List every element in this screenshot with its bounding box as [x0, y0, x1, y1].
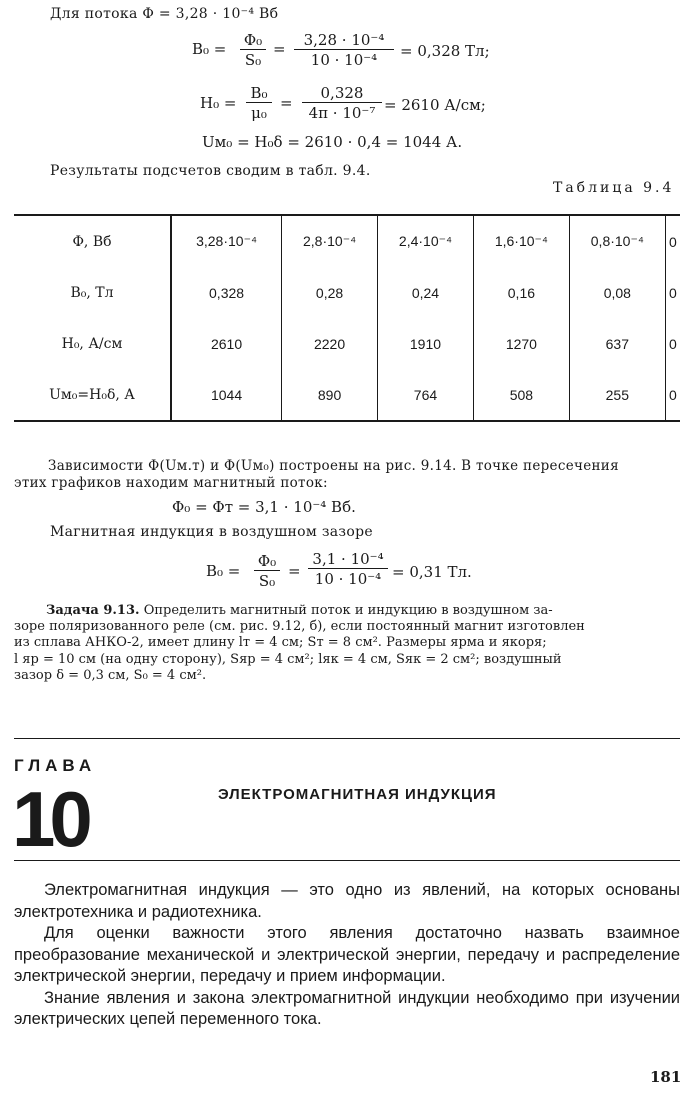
row-header-flux: Φ, Вб	[14, 215, 171, 267]
formula-b0-num1: Φ₀	[240, 31, 266, 50]
induction-result: = 0,31 Тл.	[392, 563, 472, 581]
formula-h0-lhs: H₀ =	[200, 94, 237, 112]
formula-b0-den1: S₀	[244, 51, 262, 69]
induction-num2: 3,1 · 10⁻⁴	[308, 550, 388, 569]
task-line1: Определить магнитный поток и индукцию в воздушном за-	[143, 603, 553, 618]
induction-num1: Φ₀	[254, 552, 280, 571]
dependency-line2: этих графиков находим магнитный поток:	[14, 475, 328, 491]
formula-b0-den2: 10 · 10⁻⁴	[310, 51, 378, 69]
table-cell: 0,16	[473, 267, 569, 318]
table-cell: 0	[668, 284, 677, 301]
body-paragraph-2: Для оценки важности этого явления достаточно назвать взаимное преобразование механической и электрической энергии, передачу и распределение электрической энергии, передачу и прием информации.	[14, 924, 680, 985]
intro-line: Для потока Φ = 3,28 · 10⁻⁴ Вб	[50, 6, 279, 22]
induction-fraction2	[308, 550, 388, 588]
table-cell: 0,8·10⁻⁴	[569, 215, 665, 267]
formula-b0-eq: =	[273, 40, 286, 58]
chapter-top-rule	[14, 738, 680, 739]
row-header-mmf: Uм₀=H₀δ, А	[14, 369, 171, 421]
table-caption: Таблица 9.4	[553, 180, 675, 196]
induction-lhs: B₀ =	[206, 562, 241, 580]
table-cell: 0	[665, 369, 680, 421]
row-header-field-strength: H₀, А/см	[14, 318, 171, 369]
table-cell: 2,8·10⁻⁴	[282, 215, 378, 267]
task-line4: l яр = 10 см (на одну сторону), Sяр = 4 см²; lяк = 4 см, Sяк = 2 см²; воздушный	[14, 652, 562, 667]
table-cell: 255	[569, 369, 665, 421]
formula-b0-result: = 0,328 Тл;	[400, 42, 490, 60]
induction-line: Магнитная индукция в воздушном зазоре	[50, 524, 373, 540]
task-line5: зазор δ = 0,3 см, S₀ = 4 см².	[14, 668, 207, 683]
table-cell: 0,08	[569, 267, 665, 318]
task-line3: из сплава АНКО-2, имеет длину lт = 4 см; Sт = 8 см². Размеры ярма и якоря;	[14, 635, 547, 650]
formula-h0-num2: 0,328	[302, 84, 382, 103]
formula-h0-den1: μ₀	[251, 104, 267, 122]
table-row-mmf	[14, 369, 680, 421]
chapter-word: ГЛАВА	[14, 756, 97, 775]
chapter-title: ЭЛЕКТРОМАГНИТНАЯ ИНДУКЦИЯ	[218, 786, 497, 803]
results-line: Результаты подсчетов сводим в табл. 9.4.	[50, 163, 371, 179]
formula-b0-fraction1	[240, 31, 266, 69]
formula-b0-lhs: B₀ =	[192, 40, 227, 58]
page-number: 181	[650, 1068, 682, 1086]
table-cell: 3,28·10⁻⁴	[171, 215, 282, 267]
table-cell: 0,328	[171, 267, 282, 318]
table-cell: 1270	[473, 318, 569, 369]
task-block	[46, 603, 682, 619]
formula-h0-den2: 4π · 10⁻⁷	[308, 104, 376, 122]
chapter-bottom-rule	[14, 860, 680, 861]
table-cell: 2610	[171, 318, 282, 369]
chapter-body	[14, 880, 680, 1031]
table-cell: 1,6·10⁻⁴	[473, 215, 569, 267]
table-cell: 0	[668, 335, 677, 352]
dependency-formula: Φ₀ = Φт = 3,1 · 10⁻⁴ Вб.	[172, 498, 356, 516]
induction-eq: =	[288, 562, 301, 580]
formula-h0-eq: =	[280, 94, 293, 112]
formula-b0-num2: 3,28 · 10⁻⁴	[294, 31, 394, 50]
table-cell: 0	[665, 215, 680, 267]
induction-den1: S₀	[258, 572, 276, 590]
table-cell: 0,24	[378, 267, 474, 318]
formula-u: Uм₀ = H₀δ = 2610 · 0,4 = 1044 А.	[202, 133, 463, 151]
induction-den2: 10 · 10⁻⁴	[314, 570, 382, 588]
body-paragraph-1: Электромагнитная индукция — это одно из явлений, на которых основаны электротехника и радиотехника.	[14, 881, 680, 921]
task-label: Задача 9.13.	[46, 603, 140, 618]
table-cell: 0,28	[282, 267, 378, 318]
table-cell: 2220	[282, 318, 378, 369]
formula-b0-fraction2	[294, 31, 394, 69]
formula-h0-fraction2	[302, 84, 382, 122]
formula-h0-num1: B₀	[246, 84, 272, 103]
formula-h0-result: = 2610 А/см;	[384, 96, 486, 114]
row-header-induction: B₀, Тл	[14, 267, 171, 318]
task-line2: зоре поляризованного реле (см. рис. 9.12, б), если постоянный магнит изготовлен	[14, 619, 585, 634]
table-cell: 1910	[378, 318, 474, 369]
table-row-flux	[14, 215, 680, 267]
table-cell: 508	[473, 369, 569, 421]
table-cell: 1044	[171, 369, 282, 421]
table-cell: 764	[378, 369, 474, 421]
data-table	[14, 214, 680, 422]
table-cell: 637	[569, 318, 665, 369]
table-row-induction	[14, 267, 680, 318]
table-row-field-strength	[14, 318, 680, 369]
table-cell: 2,4·10⁻⁴	[378, 215, 474, 267]
dependency-line1: Зависимости Φ(Uм.т) и Φ(Uм₀) построены на рис. 9.14. В точке пересечения	[48, 458, 619, 474]
body-paragraph-3: Знание явления и закона электромагнитной индукции необходимо при изучении электрических цепей переменного тока.	[14, 988, 680, 1028]
table-cell: 890	[282, 369, 378, 421]
chapter-number: 10	[12, 775, 87, 863]
formula-h0-fraction1	[246, 84, 272, 122]
induction-fraction1	[254, 552, 280, 590]
